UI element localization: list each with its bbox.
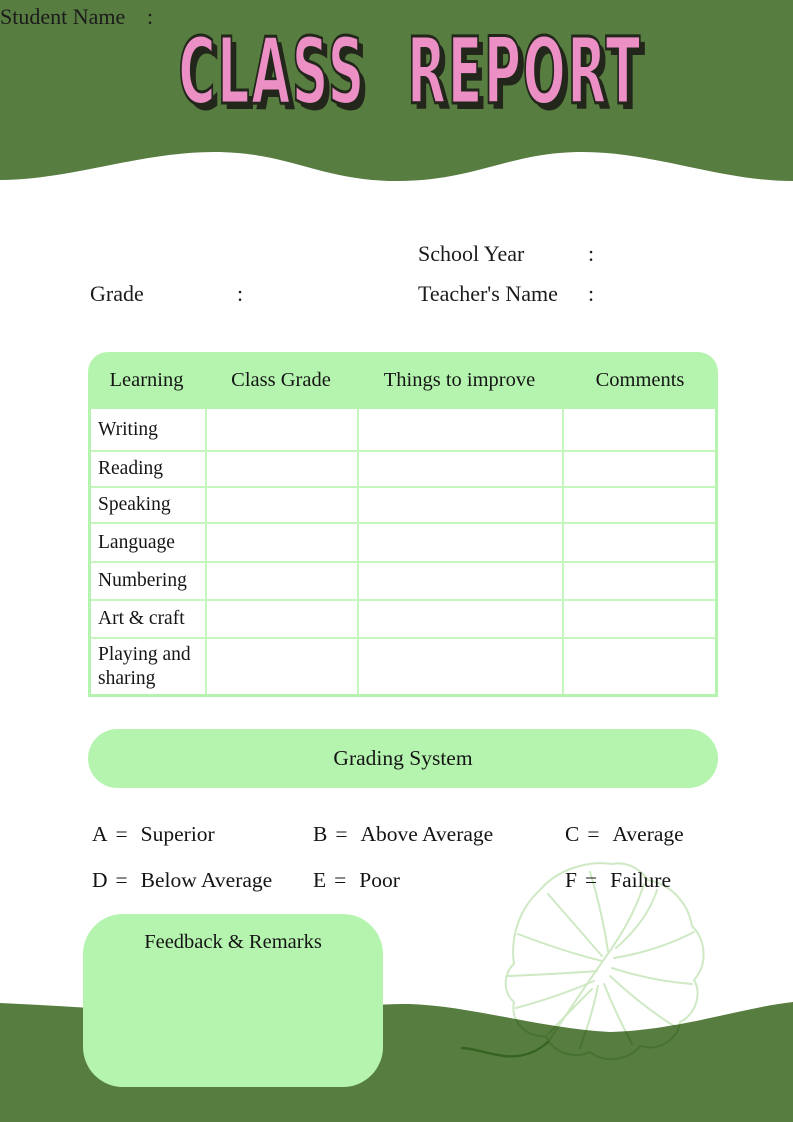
table-cell[interactable] xyxy=(562,561,715,599)
equals-sign: = xyxy=(115,868,128,892)
row-label-language: Language xyxy=(91,522,205,561)
grade-letter: E xyxy=(313,868,327,892)
table-row xyxy=(91,450,715,486)
table-cell[interactable] xyxy=(205,409,357,450)
table-cell[interactable] xyxy=(562,599,715,637)
grade-letter: A xyxy=(92,822,108,846)
grade-label: Poor xyxy=(359,868,400,892)
table-cell[interactable] xyxy=(205,486,357,522)
colon: : xyxy=(588,241,595,266)
table-cell[interactable] xyxy=(357,522,562,561)
student-name-label: Student Name xyxy=(0,4,126,29)
equals-sign: = xyxy=(584,868,598,892)
table-row xyxy=(91,561,715,599)
table-cell[interactable] xyxy=(205,637,357,694)
grade-item-c xyxy=(565,822,684,847)
colon: : xyxy=(147,4,154,29)
grade-label: Below Average xyxy=(140,868,273,892)
table-cell[interactable] xyxy=(562,409,715,450)
equals-sign: = xyxy=(115,822,128,846)
grade-item-d xyxy=(92,868,272,893)
table-row xyxy=(91,599,715,637)
grade-label: Failure xyxy=(610,868,672,892)
equals-sign: = xyxy=(587,822,600,846)
table-body xyxy=(88,409,718,697)
table-row xyxy=(91,486,715,522)
column-header-learning: Learning xyxy=(109,369,184,391)
grade-label: Above Average xyxy=(360,822,494,846)
column-header-things-to-improve: Things to improve xyxy=(383,369,536,391)
grade-letter: C xyxy=(565,822,580,846)
table-cell[interactable] xyxy=(205,522,357,561)
grade-item-a xyxy=(92,822,215,847)
equals-sign: = xyxy=(334,868,347,892)
feedback-title: Feedback & Remarks xyxy=(144,931,322,953)
table-cell[interactable] xyxy=(562,450,715,486)
row-label-speaking: Speaking xyxy=(91,486,205,522)
table-row xyxy=(91,409,715,450)
field-grade xyxy=(90,277,343,307)
grade-label: Superior xyxy=(140,822,215,846)
row-label-art-craft: Art & craft xyxy=(91,599,205,637)
equals-sign: = xyxy=(335,822,348,846)
row-label-reading: Reading xyxy=(91,450,205,486)
table-cell[interactable] xyxy=(205,450,357,486)
feedback-content-area[interactable] xyxy=(83,954,383,1064)
table-cell[interactable] xyxy=(562,637,715,694)
field-teacher-name xyxy=(418,277,694,307)
row-label-playing-sharing: Playing and sharing xyxy=(91,637,205,694)
field-student-name xyxy=(0,0,253,30)
table-cell[interactable] xyxy=(357,450,562,486)
table-cell[interactable] xyxy=(562,522,715,561)
colon: : xyxy=(588,281,595,306)
table-cell[interactable] xyxy=(562,486,715,522)
grade-letter: F xyxy=(565,868,577,892)
grade-label: Grade xyxy=(90,281,144,306)
grade-value[interactable] xyxy=(253,277,343,301)
grading-system-banner xyxy=(88,729,718,788)
table-cell[interactable] xyxy=(205,561,357,599)
table-cell[interactable] xyxy=(357,486,562,522)
teacher-name-label: Teacher's Name xyxy=(418,281,558,306)
table-cell[interactable] xyxy=(205,599,357,637)
feedback-box xyxy=(83,914,383,1087)
school-year-label: School Year xyxy=(418,241,525,266)
learning-table xyxy=(88,352,718,697)
page-title: CLASS REPORT xyxy=(178,18,642,125)
table-cell[interactable] xyxy=(357,637,562,694)
grade-label: Average xyxy=(612,822,684,846)
colon: : xyxy=(237,281,244,306)
row-label-writing: Writing xyxy=(98,418,158,440)
column-header-comments: Comments xyxy=(595,369,685,391)
grade-letter: B xyxy=(313,822,328,846)
table-header-row xyxy=(88,352,718,409)
grade-item-b xyxy=(313,822,493,847)
school-year-value[interactable] xyxy=(604,237,694,261)
grading-system-title: Grading System xyxy=(333,746,473,770)
student-name-value[interactable] xyxy=(163,0,253,24)
teacher-name-value[interactable] xyxy=(604,277,694,301)
field-school-year xyxy=(418,237,694,267)
table-cell[interactable] xyxy=(357,409,562,450)
grade-letter: D xyxy=(92,868,108,892)
row-label-numbering: Numbering xyxy=(91,561,205,599)
grade-item-e xyxy=(313,868,400,893)
table-cell[interactable] xyxy=(357,599,562,637)
grade-item-f xyxy=(565,868,671,893)
column-header-class-grade: Class Grade xyxy=(231,369,331,391)
table-row xyxy=(91,522,715,561)
table-cell[interactable] xyxy=(357,561,562,599)
table-row xyxy=(91,637,715,694)
